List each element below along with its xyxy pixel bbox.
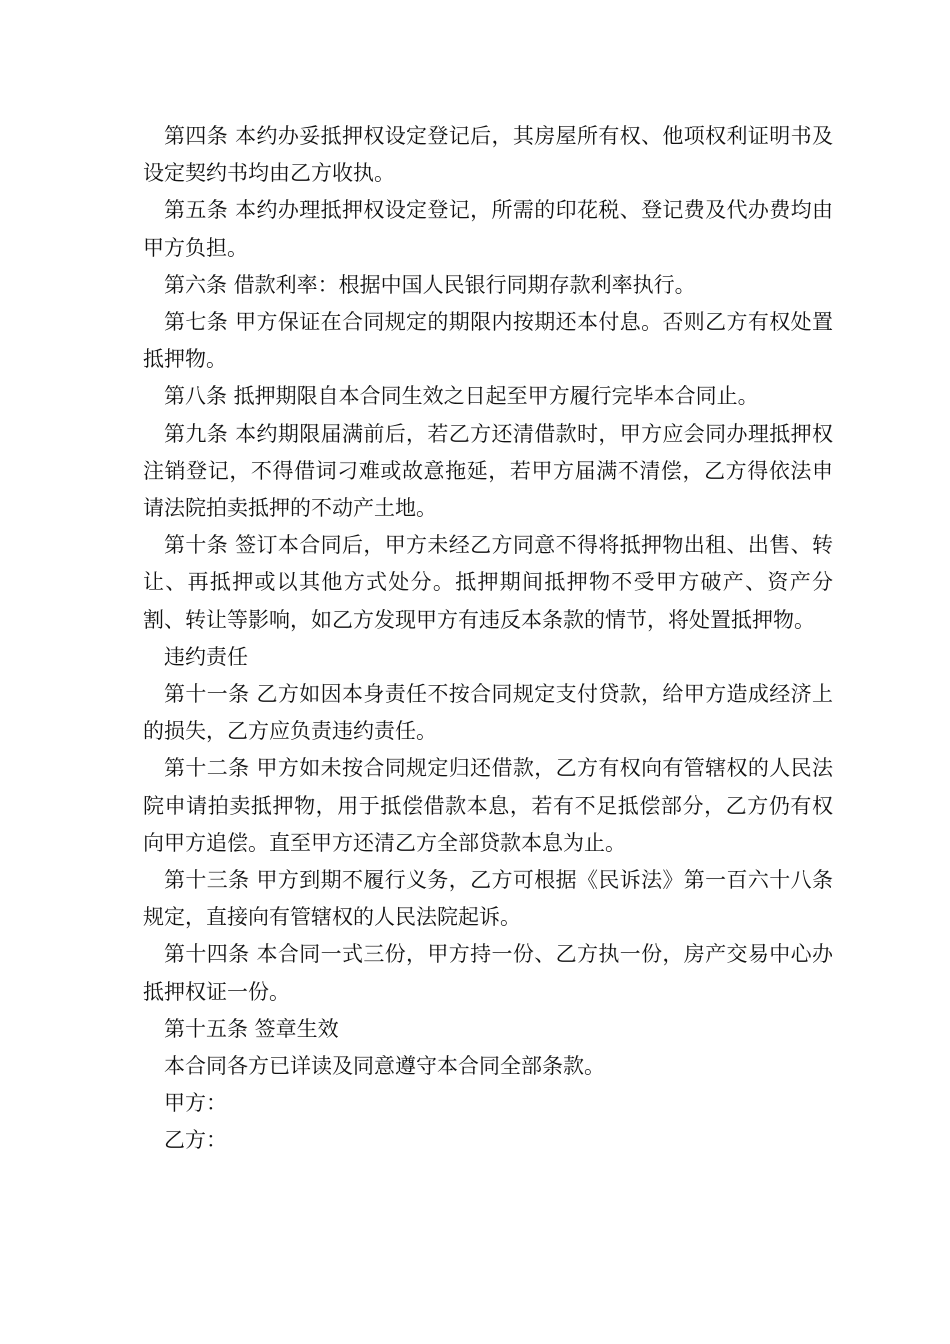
article-6: 第六条 借款利率：根据中国人民银行同期存款利率执行。 — [164, 272, 696, 297]
article-7: 第七条 甲方保证在合同规定的期限内按期还本付息。否则乙方有权处置抵押物。 — [143, 310, 833, 372]
party-a-signature: 甲方： — [164, 1091, 227, 1116]
article-13: 第十三条 甲方到期不履行义务，乙方可根据《民诉法》第一百六十八条规定，直接向有管辖权的人民法院起诉。 — [143, 868, 833, 930]
agreement-statement: 本合同各方已详读及同意遵守本合同全部条款。 — [164, 1054, 605, 1079]
section-heading-breach-liability: 违约责任 — [164, 644, 248, 669]
article-15: 第十五条 签章生效 — [164, 1016, 339, 1041]
document-body — [143, 118, 833, 1160]
article-12: 第十二条 甲方如未按合同规定归还借款，乙方有权向有管辖权的人民法院申请拍卖抵押物，用于抵偿借款本息，若有不足抵偿部分，乙方仍有权向甲方追偿。直至甲方还清乙方全部贷款本息为止。 — [143, 756, 833, 855]
article-5: 第五条 本约办理抵押权设定登记，所需的印花税、登记费及代办费均由甲方负担。 — [143, 198, 833, 260]
party-b-signature: 乙方： — [164, 1128, 227, 1153]
article-11: 第十一条 乙方如因本身责任不按合同规定支付贷款，给甲方造成经济上的损失，乙方应负责违约责任。 — [143, 682, 833, 744]
article-9: 第九条 本约期限届满前后，若乙方还清借款时，甲方应会同办理抵押权注销登记，不得借词刁难或故意拖延，若甲方届满不清偿，乙方得依法申请法院拍卖抵押的不动产土地。 — [143, 421, 833, 521]
article-14: 第十四条 本合同一式三份，甲方持一份、乙方执一份，房产交易中心办抵押权证一份。 — [143, 942, 833, 1004]
article-4: 第四条 本约办妥抵押权设定登记后，其房屋所有权、他项权利证明书及设定契约书均由乙方收执。 — [143, 124, 833, 186]
article-8: 第八条 抵押期限自本合同生效之日起至甲方履行完毕本合同止。 — [164, 384, 759, 409]
article-10: 第十条 签订本合同后，甲方未经乙方同意不得将抵押物出租、出售、转让、再抵押或以其他方式处分。抵押期间抵押物不受甲方破产、资产分割、转让等影响，如乙方发现甲方有违反本条款的情节，将处置抵押物。 — [143, 533, 833, 632]
